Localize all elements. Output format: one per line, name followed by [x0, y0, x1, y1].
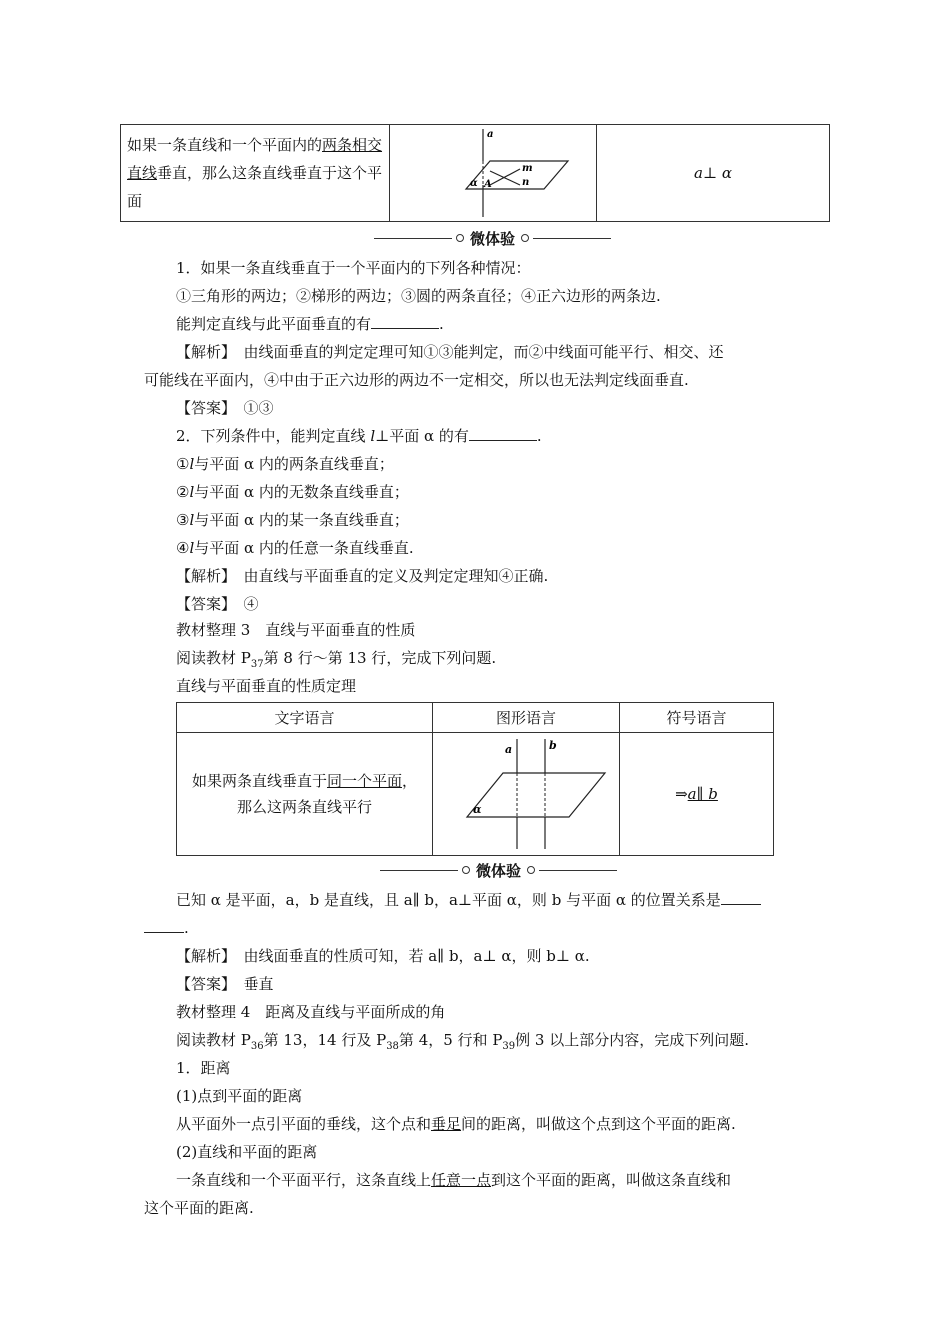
- q2-option-1: ①l与平面 α 内的两条直线垂直；: [176, 455, 394, 473]
- answer-blank[interactable]: [469, 426, 537, 441]
- answer-tag: 【答案】: [176, 595, 229, 613]
- section4-line-plane-text-cont: 这个平面的距离.: [144, 1199, 254, 1217]
- q2-stem: 2．下列条件中，能判定直线 l⊥平面 α 的有 .: [176, 427, 542, 445]
- diagram-label-a: a: [505, 743, 513, 756]
- q3-line2: .: [144, 918, 189, 938]
- table1-text-cell: [121, 125, 390, 222]
- table1-symbol-cell: [597, 125, 830, 222]
- answer-tag: 【答案】: [176, 399, 229, 417]
- theorem-table-2: [176, 702, 774, 856]
- diagram-label-b: b: [549, 739, 557, 752]
- section3-theorem: 直线与平面垂直的性质定理: [176, 677, 357, 695]
- analysis-tag: 【解析】: [176, 947, 229, 965]
- section4-line-plane-text: 一条直线和一个平面平行，这条直线上任意一点到这个平面的距离，叫做这条直线和: [176, 1171, 732, 1189]
- table1-symbol: a⊥ α: [694, 164, 732, 182]
- q3-analysis: 【解析】 由线面垂直的性质可知，若 a∥ b，a⊥ α，则 b⊥ α.: [176, 947, 590, 965]
- table1-text-underlined: 两条相交直线: [127, 136, 383, 182]
- table2-header-text: 文字语言: [177, 703, 433, 733]
- table2-header-figure: 图形语言: [433, 703, 620, 733]
- diagram-label-n: n: [522, 177, 530, 188]
- section3-title: 教材整理 3 直线与平面垂直的性质: [176, 621, 416, 639]
- diagram-label-m: m: [522, 163, 533, 174]
- q1-analysis-cont: 可能线在平面内，④中由于正六边形的两边不一定相交，所以也无法判定线面垂直.: [144, 371, 689, 389]
- section4-point-plane-text: 从平面外一点引平面的垂线，这个点和垂足间的距离，叫做这个点到这个平面的距离.: [176, 1115, 736, 1133]
- experience-label: 微体验: [470, 229, 516, 248]
- section4-heading-distance: 1．距离: [176, 1059, 231, 1077]
- q1-analysis: 【解析】 由线面垂直的判定定理可知①③能判定，而②中线面可能平行、相交、还: [176, 343, 724, 361]
- diagram-label-alpha: α: [470, 178, 478, 189]
- experience-divider-1: [374, 228, 611, 248]
- table2-text-cell: 如果两条直线垂直于同一个平面，那么这两条直线平行: [177, 733, 433, 856]
- q1-answer: 【答案】 ①③: [176, 399, 274, 417]
- q2-analysis: 【解析】 由直线与平面垂直的定义及判定定理知④正确.: [176, 567, 549, 585]
- q2-option-3: ③l与平面 α 内的某一条直线垂直；: [176, 511, 409, 529]
- analysis-tag: 【解析】: [176, 567, 229, 585]
- q1-prompt: 能判定直线与此平面垂直的有 .: [176, 315, 444, 333]
- table1-text-pre: 如果一条直线和一个平面内的: [127, 136, 323, 154]
- section4-heading-point-plane: (1)点到平面的距离: [176, 1087, 303, 1105]
- section4-read: 阅读教材 $P_{36}$第 13，14 行及 $P_{38}$第 4，5 行和 $P_{39}$例 3 以上部分内容，完成下列问题.: [176, 1031, 749, 1052]
- table1-diagram-cell: [390, 125, 597, 222]
- table2-symbol: a∥ b: [687, 785, 718, 803]
- answer-blank-cont[interactable]: [144, 918, 184, 933]
- diagram-label-a: a: [487, 129, 494, 140]
- section3-read: 阅读教材 $P_{37}$第 8 行～第 13 行，完成下列问题.: [176, 649, 497, 670]
- q2-option-2: ②l与平面 α 内的无数条直线垂直；: [176, 483, 409, 501]
- parallel-lines-diagram: [433, 733, 619, 855]
- table2-symbol-cell: ⇒a∥ b: [620, 733, 774, 856]
- table1-text-post: 垂直，那么这条直线垂直于这个平面: [127, 164, 383, 210]
- analysis-tag: 【解析】: [176, 343, 229, 361]
- theorem-table-1: [120, 124, 830, 222]
- answer-blank[interactable]: [371, 314, 439, 329]
- q2-option-4: ④l与平面 α 内的任意一条直线垂直.: [176, 539, 414, 557]
- perpendicular-plane-diagram: [390, 125, 596, 221]
- answer-blank[interactable]: [721, 890, 761, 905]
- answer-tag: 【答案】: [176, 975, 229, 993]
- q1-options: ①三角形的两边；②梯形的两边；③圆的两条直径；④正六边形的两条边.: [176, 287, 661, 305]
- experience-label: 微体验: [476, 861, 522, 880]
- q2-answer: 【答案】 ④: [176, 595, 259, 613]
- table2-header-symbol: 符号语言: [620, 703, 774, 733]
- experience-divider-2: [380, 860, 617, 880]
- q1-stem: 1．如果一条直线垂直于一个平面内的下列各种情况：: [176, 259, 531, 277]
- q3-line1: 已知 α 是平面，a，b 是直线，且 a∥ b，a⊥平面 α，则 b 与平面 α 的位置关系是: [176, 890, 761, 910]
- diagram-label-A: A: [484, 179, 492, 190]
- section4-title: 教材整理 4 距离及直线与平面所成的角: [176, 1003, 446, 1021]
- section4-heading-line-plane: (2)直线和平面的距离: [176, 1143, 318, 1161]
- diagram-label-alpha: α: [473, 803, 482, 816]
- table2-diagram-cell: [433, 733, 620, 856]
- q3-answer: 【答案】 垂直: [176, 975, 274, 993]
